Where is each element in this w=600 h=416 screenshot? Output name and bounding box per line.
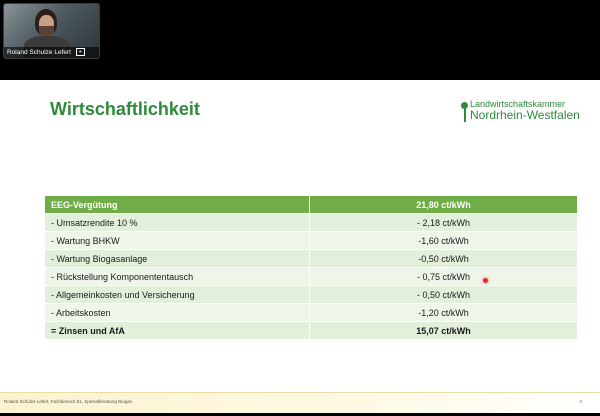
table-row xyxy=(45,286,577,304)
participant-name-bar xyxy=(4,47,99,58)
table-cell-label: - Umsatzrendite 10 % xyxy=(45,214,310,232)
table-total-row xyxy=(45,322,577,340)
table-row xyxy=(45,268,577,286)
footer-text: Roland Schulze Lefert, Fachbereich 51, Spezialberatung Biogas xyxy=(4,399,132,404)
laser-pointer-dot xyxy=(483,278,488,283)
table-header-label: EEG-Vergütung xyxy=(45,196,310,214)
table-cell-value: - 0,50 ct/kWh xyxy=(310,286,578,304)
table-row xyxy=(45,232,577,250)
participant-name: Roland Schulze Lefert xyxy=(7,49,71,56)
table-cell-label: - Wartung Biogasanlage xyxy=(45,250,310,268)
table-cell-value: - 0,75 ct/kWh xyxy=(310,268,578,286)
participant-beard xyxy=(39,26,54,36)
table-row xyxy=(45,214,577,232)
chamber-logo xyxy=(458,97,588,137)
page-number: 9 xyxy=(579,399,582,404)
logo-line1: Landwirtschaftskammer xyxy=(470,99,566,109)
table-cell-label: - Arbeitskosten xyxy=(45,304,310,322)
table-row xyxy=(45,250,577,268)
pin-icon[interactable]: ⌖ xyxy=(76,48,85,56)
table-header-row xyxy=(45,196,577,214)
table-cell-value: - 2,18 ct/kWh xyxy=(310,214,578,232)
logo-line2: Nordrhein-Westfalen xyxy=(470,108,580,122)
slide-title: Wirtschaftlichkeit xyxy=(50,99,200,119)
slide-footer xyxy=(0,392,600,413)
table-total-label: = Zinsen und AfA xyxy=(45,322,310,340)
table-cell-value: -1,20 ct/kWh xyxy=(310,304,578,322)
table-row xyxy=(45,304,577,322)
table-cell-label: - Wartung BHKW xyxy=(45,232,310,250)
economics-table xyxy=(45,196,577,340)
logo-stem-icon xyxy=(464,108,466,122)
participant-video-tile[interactable] xyxy=(3,3,100,59)
table-header-value: 21,80 ct/kWh xyxy=(310,196,578,214)
table-cell-label: - Allgemeinkosten und Versicherung xyxy=(45,286,310,304)
table-cell-value: -1,60 ct/kWh xyxy=(310,232,578,250)
table-cell-value: -0,50 ct/kWh xyxy=(310,250,578,268)
presentation-slide xyxy=(0,80,600,412)
table-total-value: 15,07 ct/kWh xyxy=(310,322,578,340)
table-cell-label: - Rückstellung Komponententausch xyxy=(45,268,310,286)
